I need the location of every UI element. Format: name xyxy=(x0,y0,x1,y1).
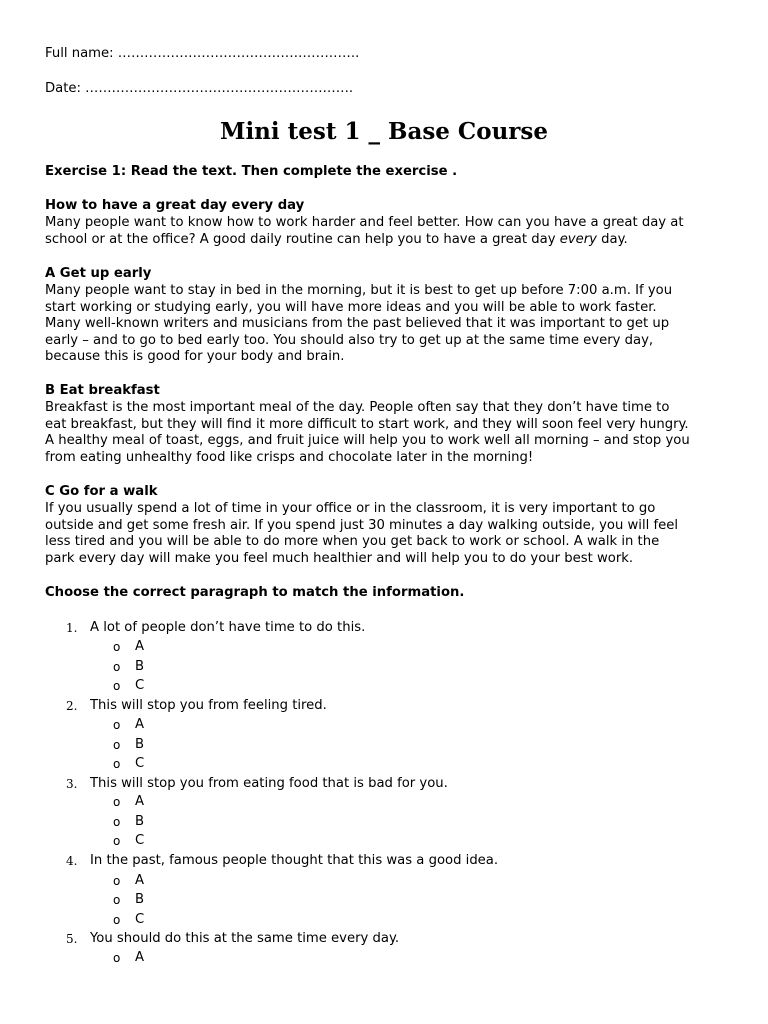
option-bullet: o xyxy=(113,660,121,674)
exercise-instruction: Exercise 1: Read the text. Then complete the exercise . xyxy=(45,164,458,179)
option-bullet: o xyxy=(113,795,121,809)
question-text: A lot of people don’t have time to do this. xyxy=(90,620,366,635)
text-title: How to have a great day every day xyxy=(45,198,305,213)
option-bullet: o xyxy=(113,718,121,732)
option-bullet: o xyxy=(113,893,121,907)
paragraph-line: park every day will make you feel much healthier and will help you to do your best work. xyxy=(45,550,634,566)
option-label: C xyxy=(135,756,145,771)
paragraph-line: If you usually spend a lot of time in your office or in the classroom, it is very important to go xyxy=(45,501,656,516)
option-bullet: o xyxy=(113,834,121,848)
paragraph-line: from eating unhealthy food like crisps and chocolate later in the morning! xyxy=(45,449,534,465)
full-name-field: Full name: ………………………………………………. xyxy=(45,46,360,61)
intro-line: school or at the office? A good daily routine can help you to have a great day every day. xyxy=(45,231,628,247)
page-title: Mini test 1 _ Base Course xyxy=(219,118,549,145)
option-label: A xyxy=(135,873,145,888)
question-number: 2. xyxy=(66,699,78,713)
option-bullet: o xyxy=(113,951,121,965)
paragraph-line: outside and get some fresh air. If you spend just 30 minutes a day walking outside, you will feel xyxy=(45,517,679,533)
question-number: 3. xyxy=(66,777,78,791)
option-bullet: o xyxy=(113,640,121,654)
paragraph-line: start working or studying early, you will have more ideas and you will be able to work faster. xyxy=(45,299,657,315)
paragraph-line: eat breakfast, but they will find it more difficult to start work, and they will soon feel very hungry. xyxy=(45,416,689,432)
option-bullet: o xyxy=(113,679,121,693)
option-label: B xyxy=(135,814,145,829)
question-number: 5. xyxy=(66,932,78,946)
paragraph-line: Many well-known writers and musicians from the past believed that it was important to get up xyxy=(45,316,670,332)
date-field: Date: ……………………………………………………. xyxy=(45,81,354,96)
paragraph-line: A healthy meal of toast, eggs, and fruit juice will help you to work well all morning – and stop you xyxy=(45,433,690,449)
option-label: B xyxy=(135,892,145,907)
section-a-paragraph xyxy=(45,283,735,366)
question-text: You should do this at the same time every day. xyxy=(90,931,400,946)
question-text: This will stop you from feeling tired. xyxy=(90,698,327,713)
paragraph-line: because this is good for your body and brain. xyxy=(45,349,345,365)
question-number: 4. xyxy=(66,854,78,868)
paragraph-line: early – and to go to bed early too. You should also try to get up at the same time every day, xyxy=(45,332,654,348)
option-bullet: o xyxy=(113,874,121,888)
paragraph-line: less tired and you will be able to do more when you get back to work or school. A walk in the xyxy=(45,534,660,550)
intro-line: Many people want to know how to work harder and feel better. How can you have a great day at xyxy=(45,215,684,230)
option-bullet: o xyxy=(113,815,121,829)
section-b-paragraph xyxy=(45,400,735,466)
option-label: C xyxy=(135,678,145,693)
question-number: 1. xyxy=(66,621,78,635)
section-b-heading: B Eat breakfast xyxy=(45,383,160,398)
question-text: This will stop you from eating food that is bad for you. xyxy=(90,776,448,791)
option-bullet: o xyxy=(113,738,121,752)
option-bullet: o xyxy=(113,757,121,771)
section-a-heading: A Get up early xyxy=(45,266,152,281)
option-bullet: o xyxy=(113,913,121,927)
option-label: A xyxy=(135,639,145,654)
paragraph-line: Breakfast is the most important meal of the day. People often say that they don’t have time to xyxy=(45,400,670,415)
option-label: C xyxy=(135,833,145,848)
section-c-paragraph xyxy=(45,501,735,567)
intro-emphasis: every xyxy=(559,231,597,247)
section-c-heading: C Go for a walk xyxy=(45,484,158,499)
question-text: In the past, famous people thought that this was a good idea. xyxy=(90,853,499,868)
option-label: A xyxy=(135,794,145,809)
option-label: C xyxy=(135,912,145,927)
option-label: A xyxy=(135,950,145,965)
intro-paragraph xyxy=(45,215,735,248)
matching-instruction: Choose the correct paragraph to match the information. xyxy=(45,585,465,600)
paragraph-line: Many people want to stay in bed in the morning, but it is best to get up before 7:00 a.m. If you xyxy=(45,283,673,298)
option-label: A xyxy=(135,717,145,732)
option-label: B xyxy=(135,659,145,674)
option-label: B xyxy=(135,737,145,752)
